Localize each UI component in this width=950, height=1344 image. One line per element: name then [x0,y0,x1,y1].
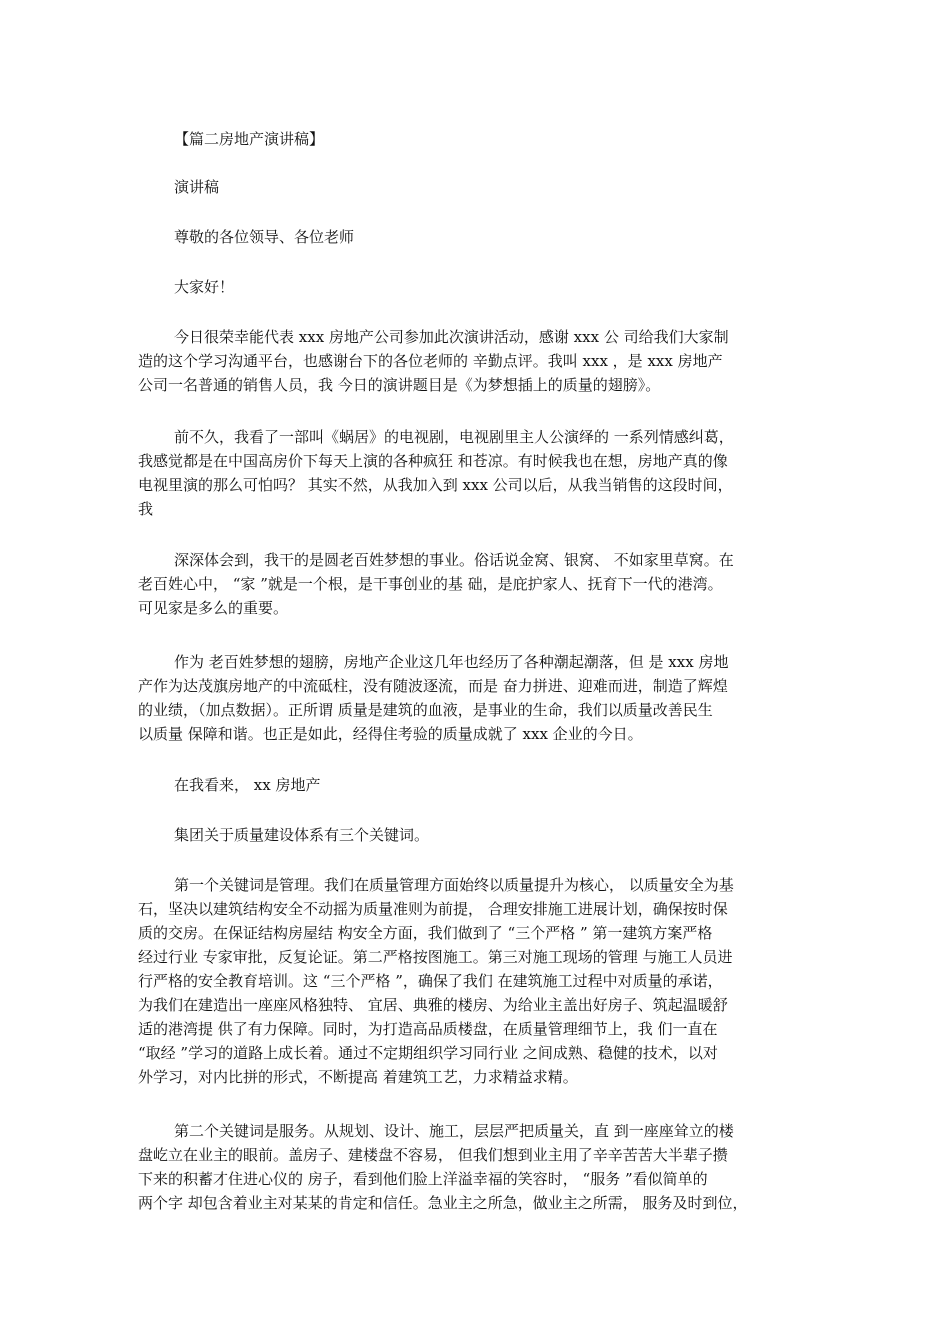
paragraph-line: 外学习，对内比拼的形式，不断提高 着建筑工艺，力求精益求精。 [138,1068,578,1086]
paragraph-1 [138,325,828,397]
paragraph-line: 老百姓心中， “家 ”就是一个根，是干事创业的基 础，是庇护家人、抚育下一代的港湾。 [138,575,723,593]
paragraph-4 [138,650,828,746]
paragraph-line: 产作为达茂旗房地产的中流砥柱，没有随波逐流，而是 奋力拼进、迎难而进，制造了辉煌 [138,677,728,695]
paragraph-line: 我感觉都是在中国高房价下每天上演的各种疯狂 和苍凉。有时候我也在想，房地产真的像 [138,452,728,470]
paragraph-line: 造的这个学习沟通平台，也感谢台下的各位老师的 辛勤点评。我叫 xxx ，是 xxx 房地产 [138,352,723,370]
paragraph-line: 行严格的安全教育培训。这 “三个严格 ”，确保了我们 在建筑施工过程中对质量的承诺， [138,972,723,990]
section-heading-text: 【篇二房地产演讲稿】 [174,130,325,148]
paragraph-3 [138,548,828,620]
paragraph-line: 公司一名普通的销售人员，我 今日的演讲题目是《为梦想插上的质量的翅膀》。 [138,376,661,394]
paragraph-line: 石，坚决以建筑结构安全不动摇为质量准则为前提， 合理安排施工进展计划，确保按时保 [138,900,728,918]
paragraph-line: 下来的积蓄才住进心仪的 房子，看到他们脸上洋溢幸福的笑容时， “服务 ”看似简单的 [138,1170,708,1188]
paragraph-line: 集团关于质量建设体系有三个关键词。 [174,826,430,844]
salutation [138,225,864,249]
paragraph-line: 今日很荣幸能代表 xxx 房地产公司参加此次演讲活动，感谢 xxx 公 司给我们大家制 [174,328,729,346]
paragraph-line: 在我看来， xx 房地产 [174,776,321,794]
paragraph-line: 盘屹立在业主的眼前。盖房子、建楼盘不容易， 但我们想到业主用了辛辛苦苦大半辈子攒 [138,1146,728,1164]
paragraph-line: 经过行业 专家审批，反复论证。第二严格按图施工。第三对施工现场的管理 与施工人员进 [138,948,733,966]
paragraph-line: 前不久，我看了一部叫《蜗居》的电视剧，电视剧里主人公演绎的 一系列情感纠葛， [174,428,734,446]
paragraph-2 [138,425,828,521]
paragraph-line: 为我们在建造出一座座风格独特、 宜居、典雅的楼房、为给业主盖出好房子、筑起温暖舒 [138,996,728,1014]
paragraph-line: 电视里演的那么可怕吗？ 其实不然，从我加入到 xxx 公司以后，从我当销售的这段时间， [138,476,733,494]
paragraph-5 [138,773,828,797]
paragraph-line: 第二个关键词是服务。从规划、设计、施工，层层严把质量关，直 到一座座耸立的楼 [174,1122,734,1140]
paragraph-line: 以质量 保障和谐。也正是如此，经得住考验的质量成就了 xxx 企业的今日。 [138,725,643,743]
paragraph-line: 第一个关键词是管理。我们在质量管理方面始终以质量提升为核心， 以质量安全为基 [174,876,734,894]
doc-title-text: 演讲稿 [174,178,220,196]
paragraph-line: “取经 ”学习的道路上成长着。通过不定期组织学习同行业 之间成熟、稳健的技术，以对 [138,1044,718,1062]
paragraph-line: 质的交房。在保证结构房屋结 构安全方面，我们做到了 “三个严格 ” 第一建筑方案严格 [138,924,713,942]
greeting-text: 大家好！ [174,278,235,296]
salutation-text: 尊敬的各位领导、各位老师 [174,228,355,246]
doc-title [138,175,864,199]
paragraph-line: 作为 老百姓梦想的翅膀，房地产企业这几年也经历了各种潮起潮落，但 是 xxx 房地 [174,653,729,671]
paragraph-6 [138,823,828,847]
paragraph-line: 深深体会到，我干的是圆老百姓梦想的事业。俗话说金窝、银窝、 不如家里草窝。在 [174,551,734,569]
paragraph-line: 可见家是多么的重要。 [138,599,289,617]
section-heading [138,127,864,151]
paragraph-8 [138,1119,828,1215]
greeting [138,275,864,299]
paragraph-line: 我 [138,500,154,518]
paragraph-7 [138,873,828,1089]
paragraph-line: 的业绩，（加点数据）。正所谓 质量是建筑的血液，是事业的生命，我们以质量改善民生 [138,701,713,719]
paragraph-line: 适的港湾提 供了有力保障。同时，为打造高品质楼盘，在质量管理细节上，我 们一直在 [138,1020,718,1038]
paragraph-line: 两个字 却包含着业主对某某的肯定和信任。急业主之所急，做业主之所需， 服务及时到位， [138,1194,748,1212]
